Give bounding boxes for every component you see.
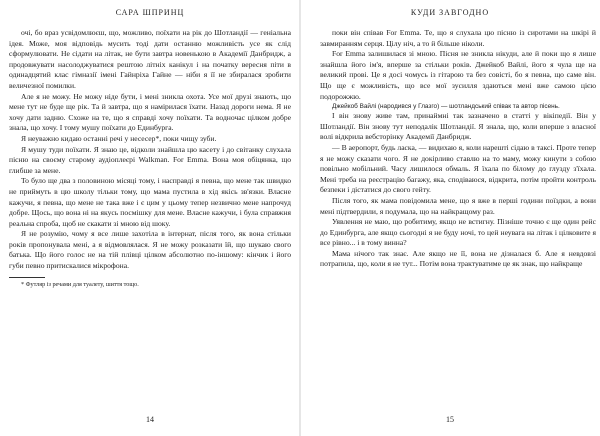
right-page bbox=[300, 0, 600, 436]
footnote: * Футляр із речами для туалету, шиття тощо. bbox=[21, 280, 139, 288]
paragraph: очі, бо враз усвідомлюєш, що, можливо, поїхати на рік до Шотландії — геніальна ідея. Може, моя відповідь мусить тоді дати останню можливість усе як слід сформулювати. Не сідати на літак, не бути завтра новенькою в Академії Данбридж, а продовжувати насолоджуватися рештою літніх канікул і на початку вересня піти в одинадцятий клас гімназії імені Гайнріха Гайне — ніби я її не збиралася зробити величезної помилки. bbox=[9, 28, 291, 90]
paragraph: Після того, як мама повідомила мене, що я вже в перші години поїздки, а вони мені підтвердили, я подумала, що на найкращому раз. bbox=[320, 195, 596, 216]
page-body bbox=[320, 28, 596, 270]
running-head: КУДИ ЗАВГОДНО bbox=[410, 8, 490, 17]
paragraph: Я не розумію, чому я все лише захотіла в інтернат, після того, як вона стільки років пропонувала мені, а я відмовлялася. Я не можу розказати їй, що шукаю свого батька. Що його голос не на тій плівці цілком абсолютно по-іншому: кінчик і його губи певно притискалися мікрофона. bbox=[9, 229, 291, 271]
paragraph: І він знову живе там, принаймні так зазначено в статті у вікіпедії. Він у Шотландії. Він знову тут неподалік Шотландії. Я знала, що, коли вперше з власної волі відкрила вебсторінку Академії Данбридж. bbox=[320, 111, 596, 142]
sidebar-quote: Джейкоб Вайлі (народився у Глазго) — шотландський співак та автор пісень. bbox=[332, 103, 560, 111]
paragraph: Але я не можу. Не можу ніде бути, і мені зникла охота. Усе мої друзі знають, що мене тут не буде ще рік. Та й завтра, що я намірилася їхати. Назад дороги нема. Я не хочу дати задню. Схоже на те, що я справді хочу поїхати. Та водночас цілком добре знала, що хочу. І тому мушу поїхати до Единбурга. bbox=[9, 91, 291, 133]
paragraph: Я неуважно кидаю останні речі у несесер*, поки чищу зуби. bbox=[21, 133, 217, 143]
paragraph: поки він співав For Emma. Те, що я слухала цю пісню із сиротами на шкірі й завмиранням серця. Цілу ніч, а то й більше ніколи. bbox=[320, 28, 596, 48]
paragraph: Уявлення не маю, що робитиму, якщо не встигну. Пізніше точно є ще один рейс до Единбурга, але якщо сьогодні я не буду ночі, то цей неувага на літак і цілковите я все рівно... і в тому винна? bbox=[320, 217, 596, 248]
page-body bbox=[9, 28, 291, 289]
running-head: САРА ШПРИНЦ bbox=[115, 8, 185, 17]
page-number: 14 bbox=[146, 415, 154, 424]
footnote-rule bbox=[9, 277, 45, 278]
paragraph: Мама нічого так знає. Але якщо не її, вона не дізналася б. Але я невдовзі потрапила, що, коли я не тут... Потім вона трактуватиме це як знак, що найкраще bbox=[320, 248, 596, 269]
paragraph: То було ще два з половиною місяці тому, і насправді я певна, що мене так швидко не приймуть в цю школу тільки тому, що мама пустила в хід якісь зв'язки. Власне кажучи, я певна, що мене не така вже і є цим у цьому тепер незвично мене напрочуд добре. Щось, що вона ні на якусь посмішку для мене. Власне кажучи, і була справжня реальна спроба, щоб не скакати зі мною від шоку. bbox=[9, 176, 291, 228]
page-number: 15 bbox=[446, 415, 454, 424]
paragraph: For Emma залишилася зі мною. Пісня не зникла нікуди, але й поки що я лише знайшла його ім'я, вперше за стільки років. Джейкоб Вайлі, його я чула ще на великий прові. Це я досі чомусь із гітарою та без совісті, бо я певна, що саме він. Що ще є можливість, що все мої зусилля здаються мені вже самою цією подорожжю. bbox=[320, 49, 596, 101]
paragraph: — В аеропорт, будь ласка, — видихаю я, коли нарешті сідаю в таксі. Проте тепер я не можу сказати чого. Я не докірливо ставлю на то маму, можу кинути з собою повільно мобільний. Часу лишилося обмаль. Я їхала по білому до глузду з'їхала. Мені треба на реєстрацію багажу, яка, сподіваюся, відкрита, потім пройти контроль безпеки і дістатися до свого гейту. bbox=[320, 142, 596, 195]
paragraph: Я мушу туди поїхати. Я знаю це, відколи знайшла цю касету і до світанку слухала пісню на своєму старому аудіоплеєрі Walkman. For Emma. Вона моя обіцянка, що глибше за мене. bbox=[9, 144, 291, 175]
